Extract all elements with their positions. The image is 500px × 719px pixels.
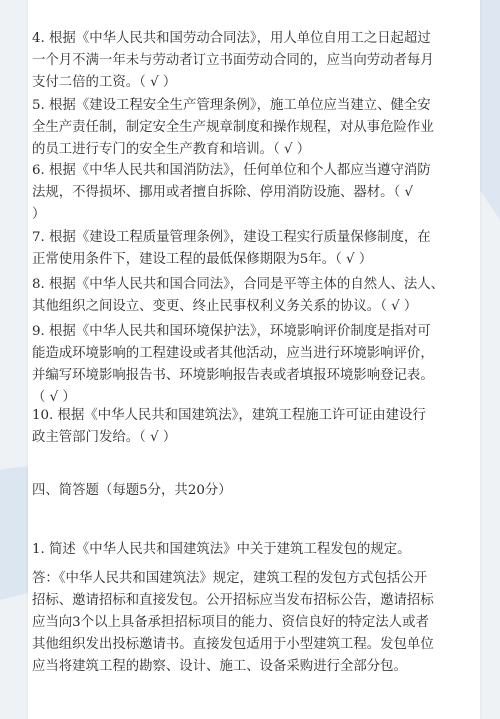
item-line: 支付二倍的工资。（ √ ）	[32, 75, 177, 90]
item-line: 政主管部门发给。（ √ ）	[32, 430, 177, 445]
item-line: 4. 根据《中华人民共和国劳动合同法》，用人单位自用工之日起超过	[32, 31, 431, 46]
answer-line: 其他组织发出投标邀请书。直接发包适用于小型建筑工程。发包单位	[32, 637, 434, 652]
item-line: 6. 根据《中华人民共和国消防法》，任何单位和个人都应当遵守消防	[32, 163, 431, 178]
item-line: 8. 根据《中华人民共和国合同法》，合同是平等主体的自然人、法人、	[32, 277, 445, 292]
true-false-item-5	[32, 95, 472, 161]
true-false-item-8	[32, 274, 472, 318]
question-1: 1. 简述《中华人民共和国建筑法》中关于建筑工程发包的规定。	[32, 542, 411, 557]
true-false-item-4	[32, 28, 472, 94]
item-line: 正常使用条件下，建设工程的最低保修期限为5年。（ √ ）	[32, 252, 373, 267]
true-false-item-10	[32, 405, 472, 449]
item-line: ）	[32, 207, 46, 222]
answer-line: 应当将建筑工程的勘察、设计、施工、设备采购进行全部分包。	[32, 659, 407, 674]
item-line: 9. 根据《中华人民共和国环境保护法》，环境影响评价制度是指对可	[32, 324, 431, 339]
answer-line: 应当向3个以上具备承担招标项目的能力、资信良好的特定法人或者	[32, 615, 429, 630]
answer-1	[32, 568, 472, 678]
item-line: 的员工进行专门的安全生产教育和培训。（ √ ）	[32, 142, 311, 157]
item-line: 5. 根据《建设工程安全生产管理条例》，施工单位应当建立、健全安	[32, 98, 431, 113]
item-line: 全生产责任制，制定安全生产规章制度和操作规程，对从事危险作业	[32, 120, 434, 135]
item-line: 7. 根据《建设工程质量管理条例》，建设工程实行质量保修制度，在	[32, 230, 431, 245]
item-line: 一个月不满一年未与劳动者订立书面劳动合同的，应当向劳动者每月	[32, 53, 434, 68]
answer-line: 招标、邀请招标和直接发包。公开招标应当发布招标公告，邀请招标	[32, 593, 434, 608]
answer-line: 答：《中华人民共和国建筑法》规定，建筑工程的发包方式包括公开	[32, 571, 428, 586]
item-line: 法规，不得损坏、挪用或者擅自拆除、停用消防设施、器材。（ √	[32, 185, 414, 200]
true-false-item-9	[32, 321, 472, 409]
item-line: （ √ ）	[32, 390, 76, 405]
section-title: 四、简答题（每题5分，共20分）	[32, 483, 232, 498]
true-false-item-7	[32, 227, 472, 271]
item-line: 并编写环境影响报告书、环境影响报告表或者填报环境影响登记表。	[32, 368, 434, 383]
item-line: 10. 根据《中华人民共和国建筑法》，建筑工程施工许可证由建设行	[32, 408, 426, 423]
item-line: 能造成环境影响的工程建设或者其他活动，应当进行环境影响评价，	[32, 346, 434, 361]
true-false-item-6	[32, 160, 472, 226]
item-line: 其他组织之间设立、变更、终止民事权利义务关系的协议。（ √ ）	[32, 299, 418, 314]
